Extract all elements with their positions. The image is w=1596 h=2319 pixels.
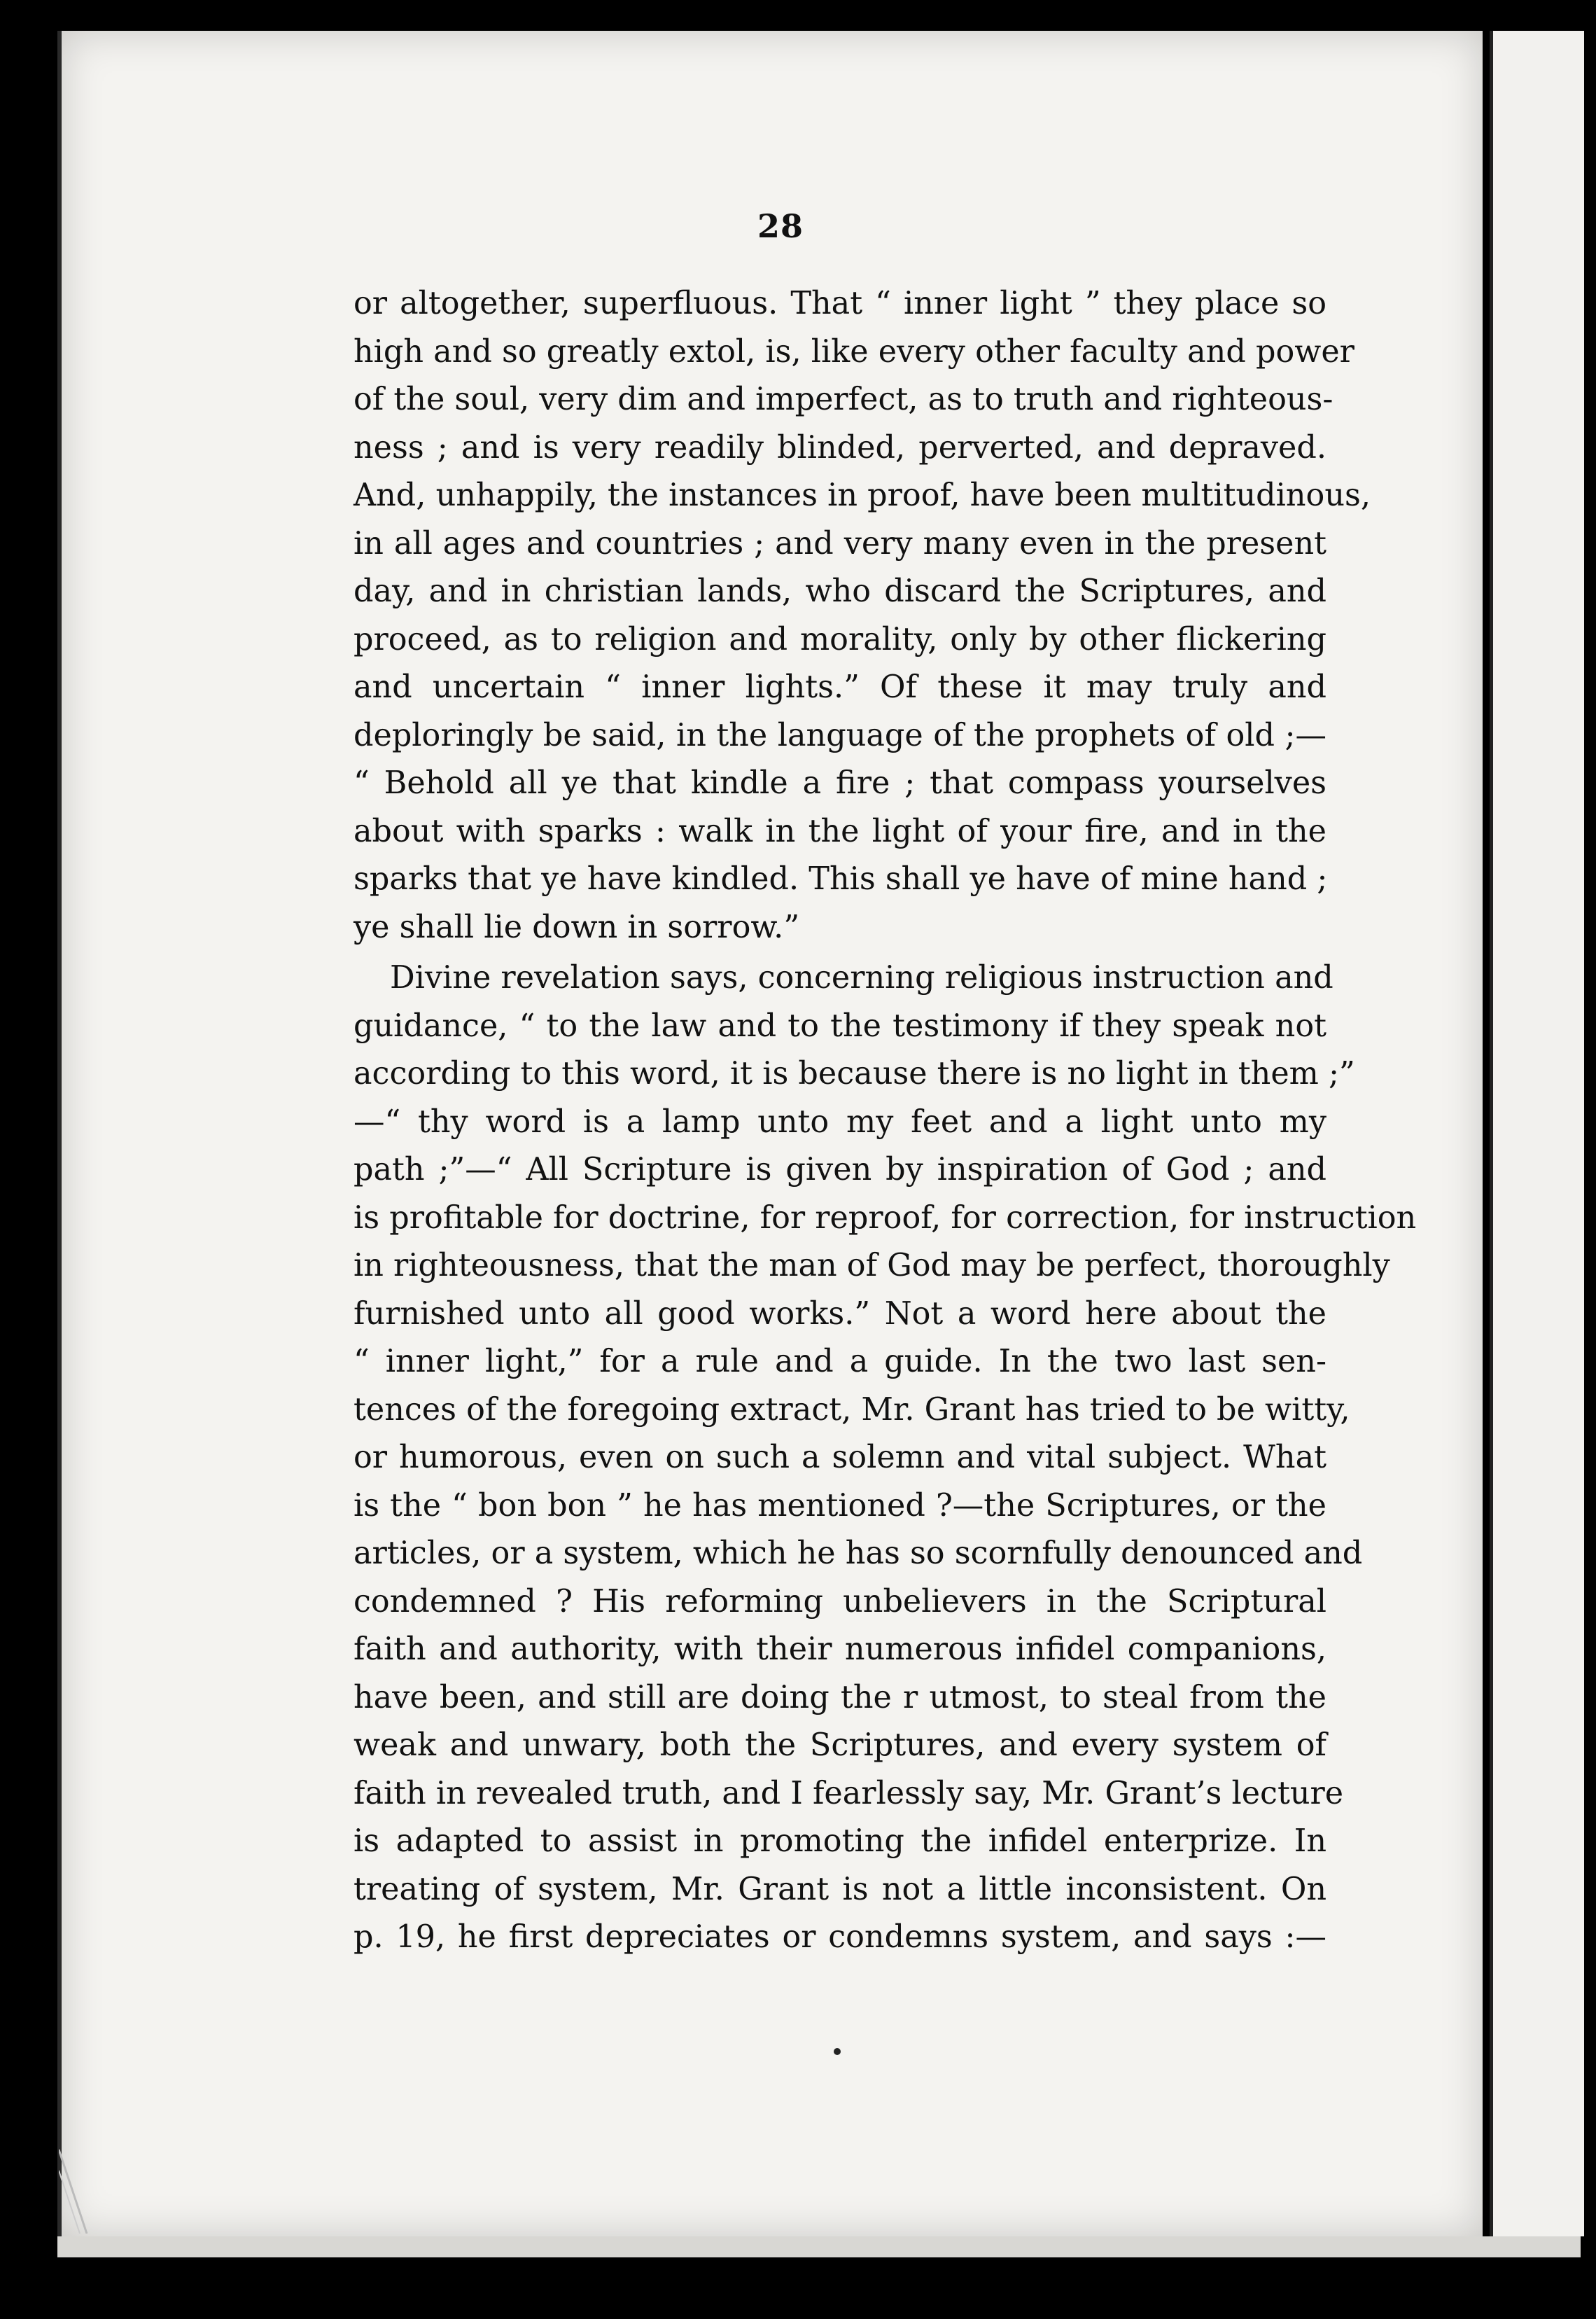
text-line: high and so greatly extol, is, like every other faculty and power: [354, 333, 1354, 370]
text-line: weak and unwary, both the Scriptures, and every system of: [354, 1727, 1326, 1763]
text-line: —“ thy word is a lamp unto my feet and a light unto my: [354, 1103, 1326, 1140]
text-line: furnished unto all good works.” Not a word here about the: [354, 1295, 1326, 1332]
text-line: according to this word, it is because there is no light in them ;”: [354, 1056, 1355, 1092]
text-line: ye shall lie down in sorrow.”: [354, 909, 800, 945]
text-line: “ Behold all ye that kindle a fire ; that compass yourselves: [354, 765, 1326, 801]
text-line: is the “ bon bon ” he has mentioned ?—the Scriptures, or the: [354, 1487, 1326, 1524]
text-line: treating of system, Mr. Grant is not a little inconsistent. On: [354, 1871, 1326, 1907]
text-line: is adapted to assist in promoting the infidel enterprize. In: [354, 1823, 1326, 1859]
text-line: path ;”—“ All Scripture is given by inspiration of God ; and: [354, 1152, 1326, 1188]
text-line: in all ages and countries ; and very many even in the present: [354, 525, 1326, 562]
text-line: tences of the foregoing extract, Mr. Grant has tried to be witty,: [354, 1391, 1350, 1428]
text-line: condemned ? His reforming unbelievers in the Scriptural: [354, 1583, 1326, 1620]
text-line: about with sparks : walk in the light of your fire, and in the: [354, 813, 1326, 849]
text-line: And, unhappily, the instances in proof, have been multitudinous,: [354, 478, 1371, 513]
body-text: [354, 280, 1417, 1962]
text-line: deploringly be said, in the language of the prophets of old ;—: [354, 717, 1326, 753]
text-line: guidance, “ to the law and to the testimony if they speak not: [354, 1008, 1326, 1044]
text-line: in righteousness, that the man of God may be perfect, thoroughly: [354, 1248, 1390, 1283]
text-line: day, and in christian lands, who discard the Scriptures, and: [354, 573, 1326, 609]
page-bottom-edge: [57, 2236, 1581, 2257]
text-line: faith in revealed truth, and I fearlessly say, Mr. Grant’s lecture: [354, 1775, 1344, 1811]
text-line: p. 19, he first depreciates or condemns system, and says :—: [354, 1919, 1326, 1955]
text-line: “ inner light,” for a rule and a guide. In the two last sen-: [354, 1344, 1326, 1379]
adjacent-page-edge: [1490, 31, 1584, 2236]
text-line: or altogether, superfluous. That “ inner light ” they place so: [354, 286, 1326, 321]
text-line: and uncertain “ inner lights.” Of these it may truly and: [354, 669, 1326, 705]
text-line: sparks that ye have kindled. This shall ye have of mine hand ;: [354, 861, 1328, 897]
text-line: articles, or a system, which he has so scornfully denounced and: [354, 1535, 1363, 1571]
text-line: or humorous, even on such a solemn and vital subject. What: [354, 1440, 1326, 1475]
text-line: is profitable for doctrine, for reproof, for correction, for instruction: [354, 1199, 1417, 1236]
text-line: ness ; and is very readily blinded, perverted, and depraved.: [354, 429, 1326, 466]
text-line: have been, and still are doing the r utmost, to steal from the: [354, 1679, 1326, 1715]
text-line: of the soul, very dim and imperfect, as to truth and righteous-: [354, 382, 1334, 417]
page-corner-fold: [59, 2136, 101, 2234]
ink-dot: [834, 2048, 841, 2055]
text-line: faith and authority, with their numerous infidel companions,: [354, 1631, 1326, 1667]
page-number: 28: [757, 207, 804, 245]
text-line: proceed, as to religion and morality, only by other flickering: [354, 621, 1326, 657]
text-line: Divine revelation says, concerning religious instruction and: [390, 960, 1334, 996]
